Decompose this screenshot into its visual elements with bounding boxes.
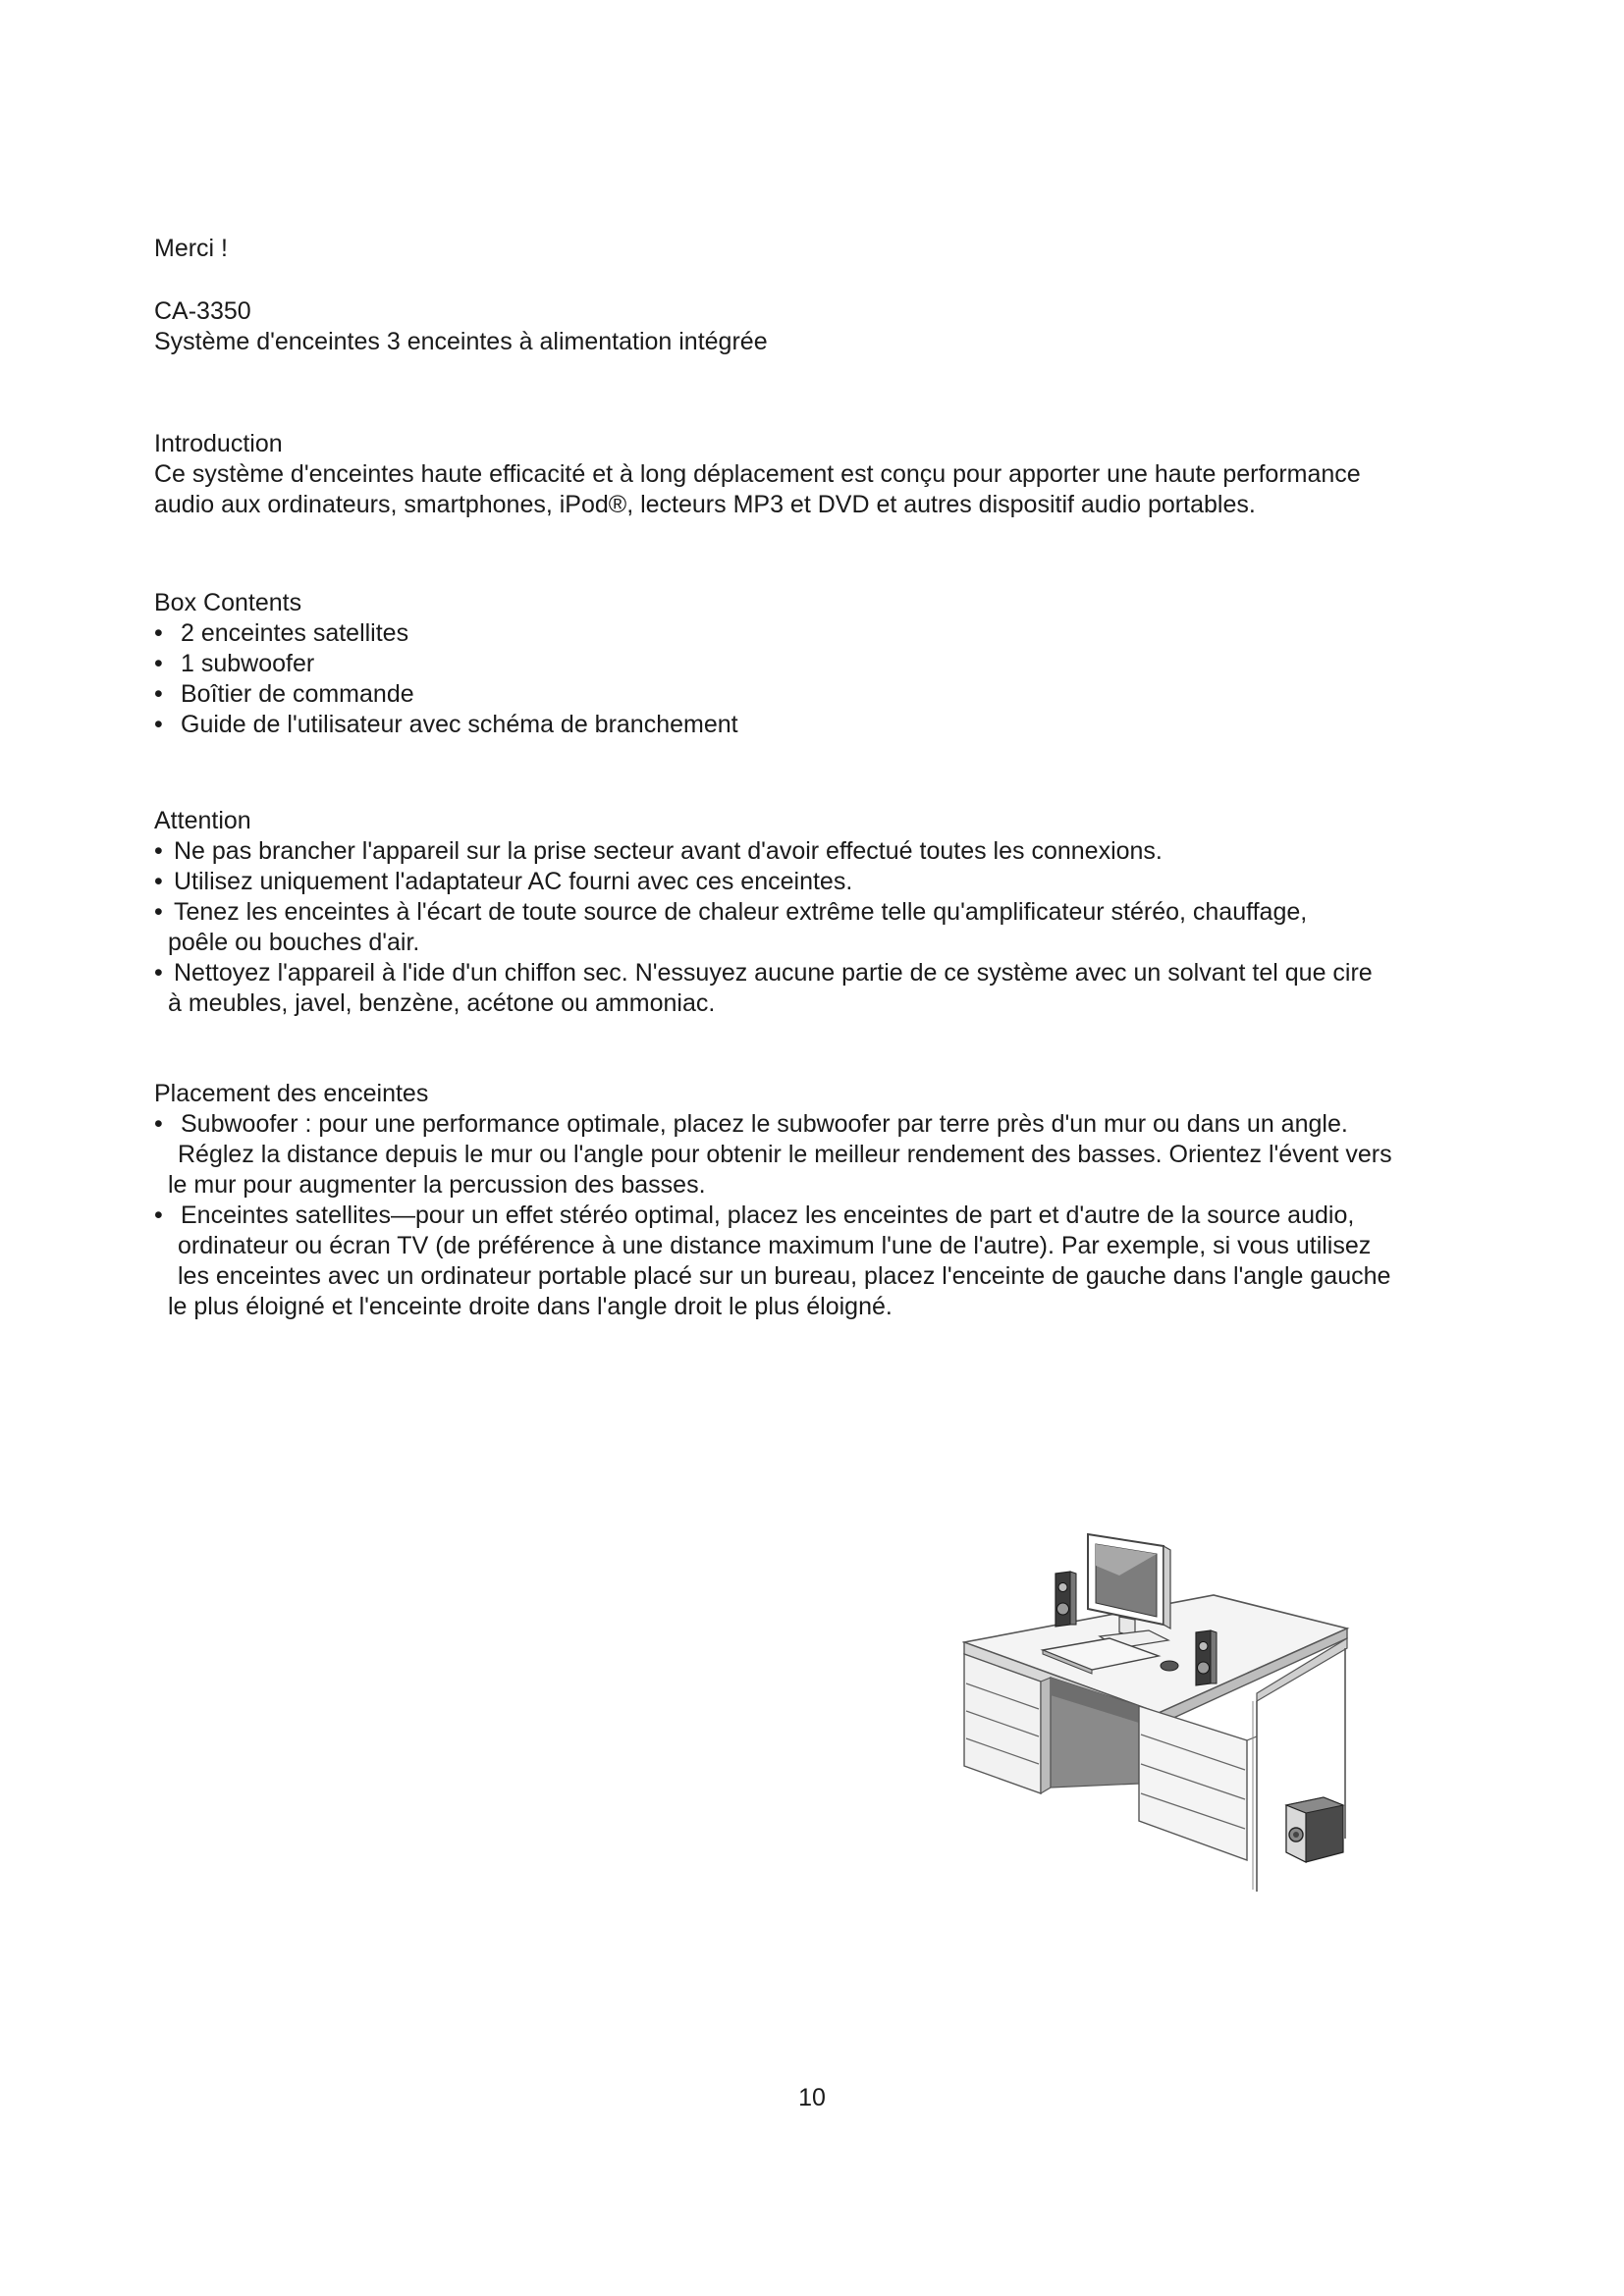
list-item-continuation: poêle ou bouches d'air. xyxy=(168,929,420,956)
list-item xyxy=(154,710,1519,740)
box-contents-heading: Box Contents xyxy=(154,589,302,616)
desk-speaker-placement-illustration xyxy=(962,1526,1394,1909)
placement-section xyxy=(154,1079,1519,1322)
attention-section xyxy=(154,806,1519,1019)
list-item-continuation: les enceintes avec un ordinateur portable placé sur un bureau, placez l'enceinte de gauche dans l'angle gauche xyxy=(178,1262,1391,1290)
list-item-continuation: à meubles, javel, benzène, acétone ou ammoniac. xyxy=(168,989,716,1017)
thanks-section xyxy=(154,234,1519,264)
bullet-icon: • xyxy=(154,959,163,987)
list-item-continuation: le plus éloigné et l'enceinte droite dans l'angle droit le plus éloigné. xyxy=(168,1293,893,1320)
introduction-line: Ce système d'enceintes haute efficacité et à long déplacement est conçu pour apporter une haute performance xyxy=(154,460,1361,488)
right-satellite-speaker-icon xyxy=(1196,1630,1217,1685)
subwoofer-icon xyxy=(1286,1797,1343,1862)
list-item xyxy=(154,649,1519,679)
list-item-text: Enceintes satellites—pour un effet stéréo optimal, placez les enceintes de part et d'autre de la source audio, xyxy=(181,1201,1355,1229)
list-item xyxy=(154,897,1519,928)
product-description: Système d'enceintes 3 enceintes à alimentation intégrée xyxy=(154,328,768,355)
list-item-text: Subwoofer : pour une performance optimale, placez le subwoofer par terre près d'un mur ou dans un angle. xyxy=(181,1110,1348,1138)
list-item xyxy=(154,679,1519,710)
list-item xyxy=(154,958,1519,988)
list-item xyxy=(154,836,1519,867)
bullet-icon: • xyxy=(154,837,163,865)
list-item-text: Utilisez uniquement l'adaptateur AC fourni avec ces enceintes. xyxy=(174,868,853,895)
bullet-icon: • xyxy=(154,650,163,677)
list-item xyxy=(154,1109,1519,1140)
thanks-heading: Merci ! xyxy=(154,235,228,262)
bullet-icon: • xyxy=(154,680,163,708)
page-number: 10 xyxy=(798,2084,826,2111)
product-section xyxy=(154,296,1519,357)
list-item-text: Nettoyez l'appareil à l'ide d'un chiffon sec. N'essuyez aucune partie de ce système avec un solvant tel que cire xyxy=(174,959,1373,987)
list-item xyxy=(154,618,1519,649)
bullet-icon: • xyxy=(154,711,163,738)
bullet-icon: • xyxy=(154,619,163,647)
list-item xyxy=(154,1201,1519,1231)
list-item-text: Boîtier de commande xyxy=(181,680,414,708)
list-item-continuation: ordinateur ou écran TV (de préférence à une distance maximum l'une de l'autre). Par exemple, si vous utilisez xyxy=(178,1232,1372,1259)
introduction-line: audio aux ordinateurs, smartphones, iPod®, lecteurs MP3 et DVD et autres dispositif audio portables. xyxy=(154,491,1256,518)
list-item xyxy=(154,867,1519,897)
bullet-icon: • xyxy=(154,898,163,926)
list-item-continuation: Réglez la distance depuis le mur ou l'angle pour obtenir le meilleur rendement des basses. Orientez l'évent vers xyxy=(178,1141,1392,1168)
left-satellite-speaker-icon xyxy=(1056,1572,1076,1627)
bullet-icon: • xyxy=(154,1201,163,1229)
bullet-icon: • xyxy=(154,868,163,895)
list-item-text: Guide de l'utilisateur avec schéma de branchement xyxy=(181,711,738,738)
list-item-text: 1 subwoofer xyxy=(181,650,315,677)
list-item-text: 2 enceintes satellites xyxy=(181,619,409,647)
product-model: CA-3350 xyxy=(154,297,251,325)
box-contents-section xyxy=(154,588,1519,740)
introduction-section xyxy=(154,429,1519,520)
list-item-text: Ne pas brancher l'appareil sur la prise secteur avant d'avoir effectué toutes les connexions. xyxy=(174,837,1163,865)
bullet-icon: • xyxy=(154,1110,163,1138)
attention-heading: Attention xyxy=(154,807,251,834)
introduction-heading: Introduction xyxy=(154,430,283,457)
list-item-text: Tenez les enceintes à l'écart de toute source de chaleur extrême telle qu'amplificateur stéréo, chauffage, xyxy=(174,898,1308,926)
placement-heading: Placement des enceintes xyxy=(154,1080,429,1107)
list-item-continuation: le mur pour augmenter la percussion des basses. xyxy=(168,1171,706,1199)
